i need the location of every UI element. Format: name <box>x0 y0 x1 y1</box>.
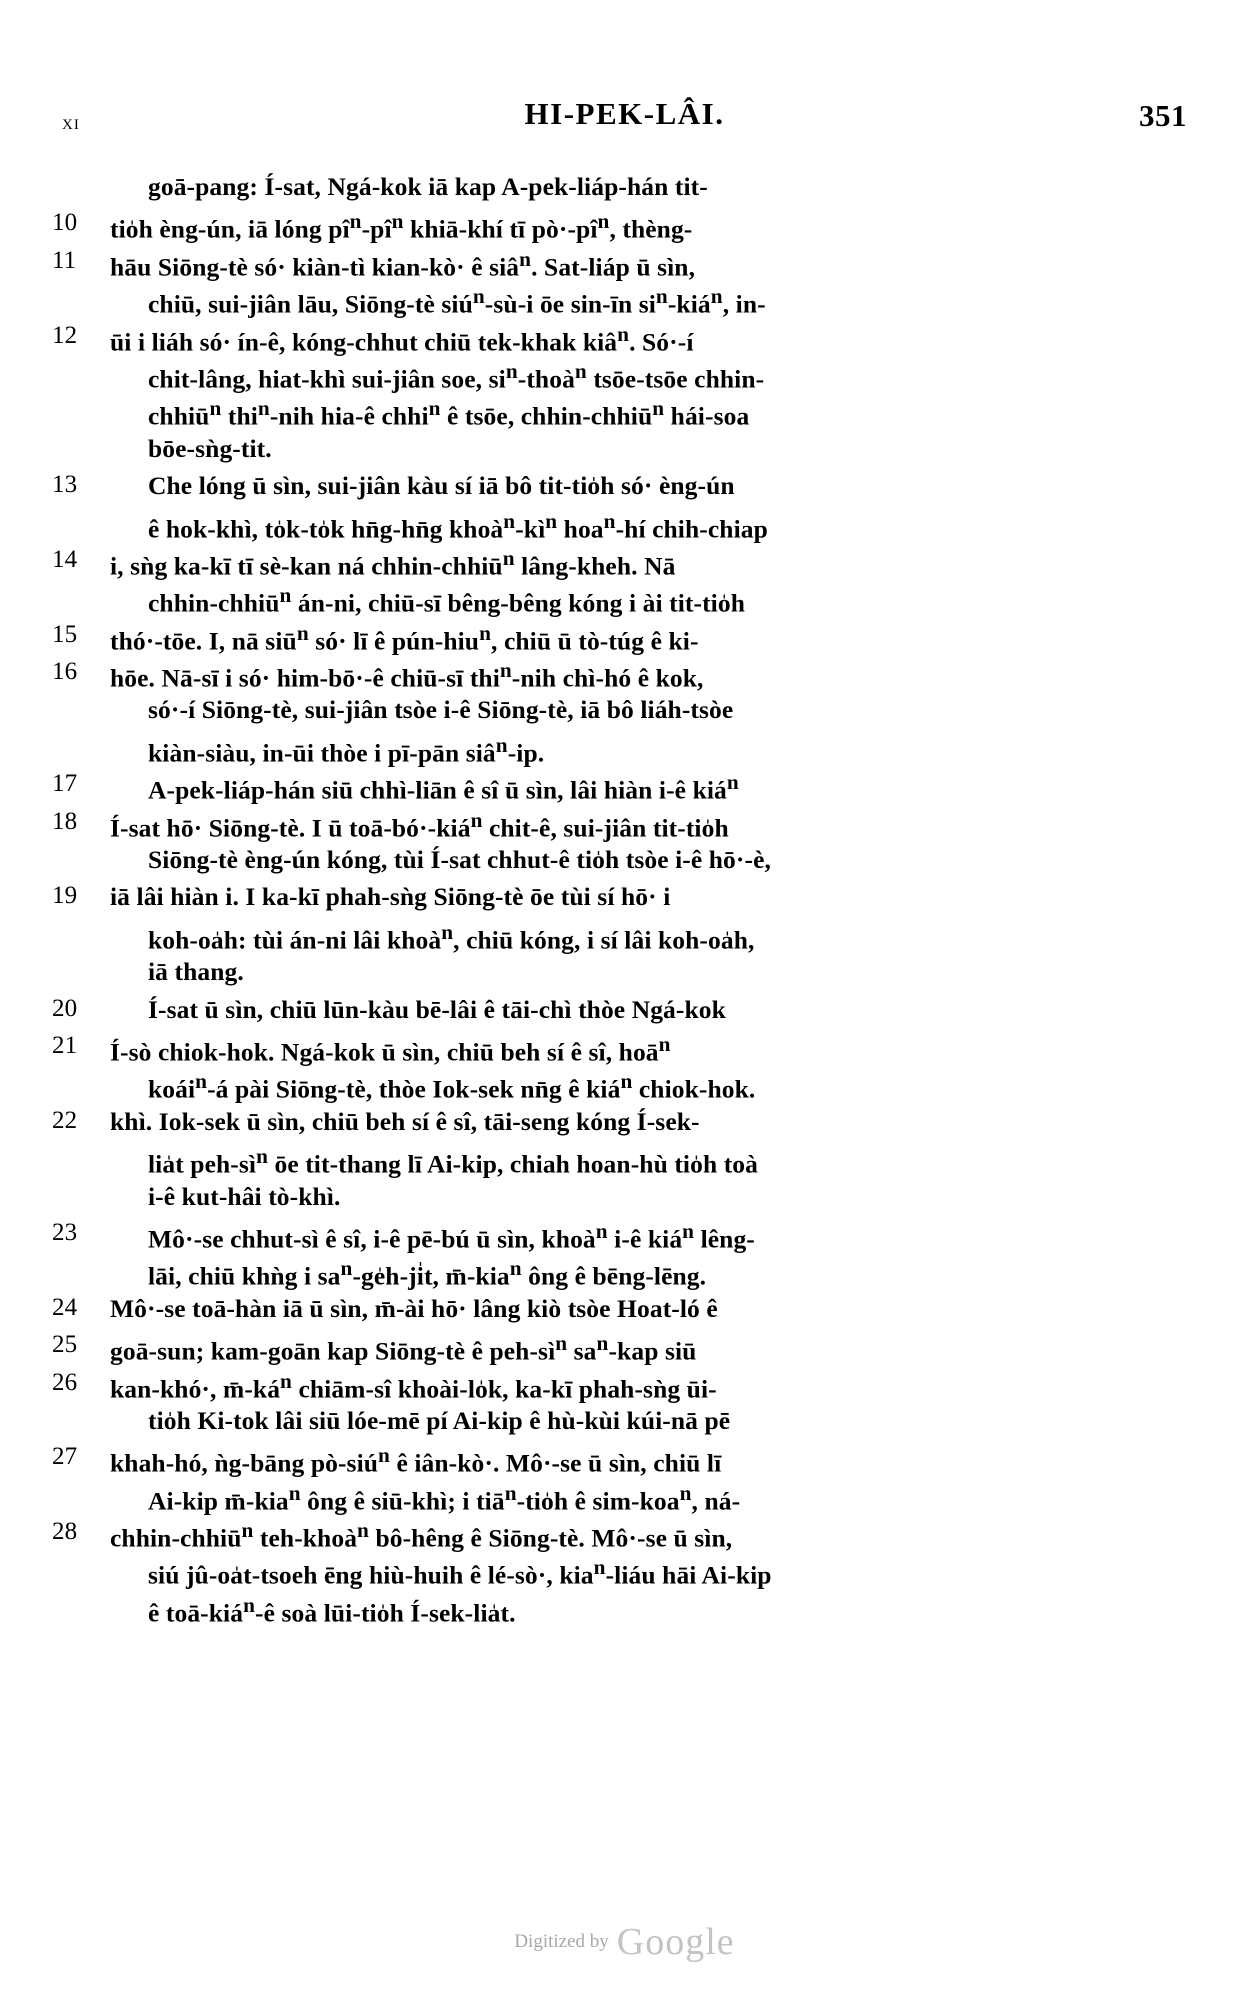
page-header <box>62 96 1187 136</box>
line-text: chhin-chhiū$^n$ án-ni, chiū-sī bêng-bêng kóng i ài tit-tio̍h <box>148 583 745 618</box>
footer-watermark <box>0 1920 1249 1964</box>
line-text: khah-hó, ǹg-bāng pò-siú$^n$ ê iân-kò·. Mô·-se ū sìn, chiū lī <box>110 1443 722 1478</box>
text-line <box>110 1481 1140 1518</box>
text-line <box>110 1406 1140 1443</box>
text-line <box>110 434 1140 471</box>
line-text: Siōng-tè èng-ún kóng, tùi Í-sat chhut-ê tio̍h tsòe i-ê hō·-è, <box>148 845 771 875</box>
verse-number: 11 <box>52 246 77 274</box>
line-text: i-ê kut-hâi tò-khì. <box>148 1181 341 1211</box>
line-text: iā thang. <box>148 957 244 987</box>
text-line <box>52 882 1140 919</box>
text-line <box>110 359 1140 396</box>
verse-number: 16 <box>52 658 78 686</box>
line-text: kan-khó·, $m̄-ká^n$ chiām-sî khoài-lo̍k, ka-kī phah-sǹg ūi- <box>110 1368 717 1403</box>
line-text: thó·-tōe. I, nā siū$^n$ só· lī ê pún-hiu$^n$, chiū ū tò-túg ê ki- <box>110 620 699 656</box>
verse-number: 12 <box>52 321 78 349</box>
verse-number: 25 <box>52 1331 78 1359</box>
line-text: ê toā-kiá$^n$-ê soà lūi-tio̍h Í-sek-lia̍t. <box>148 1592 516 1628</box>
text-line <box>110 733 1140 770</box>
line-text: Í-sò chiok-hok. Ngá-kok ū sìn, chiū beh sí ê sî, hoā$^n$ <box>110 1031 671 1067</box>
text-line <box>52 209 1140 246</box>
text-line <box>52 1518 1140 1555</box>
line-text: Í-sat ū sìn, chiū lūn-kàu bē-lâi ê tāi-chì thòe Ngá-kok <box>148 994 726 1024</box>
verse-number: 28 <box>52 1518 78 1546</box>
text-line <box>52 807 1140 845</box>
verse-number: 23 <box>52 1218 78 1246</box>
text-line <box>52 994 1140 1032</box>
line-text: ê hok-khì, to̍k-to̍k hn̄g-hn̄g $khoà^n-kì^n$ hoa$^n$-hí chih-chiap <box>148 508 768 544</box>
text-line <box>110 957 1140 994</box>
line-text: só·-í Siōng-tè, sui-jiân tsòe i-ê Siōng-tè, iā bô liáh-tsòe <box>148 695 734 725</box>
page-number: 351 <box>1139 98 1187 133</box>
text-line <box>110 583 1140 620</box>
text-line <box>52 658 1140 695</box>
verse-number: 10 <box>52 209 78 237</box>
text-line <box>110 845 1140 882</box>
verse-number: 19 <box>52 882 78 910</box>
verse-number: 26 <box>52 1368 78 1396</box>
text-line <box>110 172 1140 209</box>
text-line <box>110 1555 1140 1592</box>
text-line <box>110 1069 1140 1106</box>
line-text: Mô·-se toā-hàn iā ū sìn, m̄-ài hō· lâng kiò tsòe Hoat-ló ê <box>110 1293 718 1323</box>
line-text: hāu Siōng-tè só· kiàn-tì kian-kò· ê siâ$^n$. Sat-liáp ū sìn, <box>110 246 696 282</box>
line-text: tio̍h èng-ún, iā lóng $pî^n-pî^n$ khiā-khí tī $pò\cdot-pî^n$, thèng- <box>110 209 693 244</box>
line-text: lāi, chiū khǹg i $sa^n-ge̍h-ji̍t$, m̄-kia$^n$ ông ê bēng-lēng. <box>148 1256 707 1291</box>
line-text: siú jû-oa̍t-tsoeh ēng hiù-huih ê lé-sò·, kia$^n$-liáu hāi Ai-kip <box>148 1555 772 1590</box>
google-logo-text: Google <box>616 1921 735 1963</box>
line-text: bōe-sǹg-tit. <box>148 433 272 463</box>
text-line <box>52 1443 1140 1480</box>
line-text: chhiū$^n$ thi$^n$-nih hia-ê chhi$^n$ ê tsōe, chhin-chhiū$^n$ hái-soa <box>148 396 750 431</box>
line-text: goā-sun; kam-goān kap Siōng-tè ê peh-$sì^n$ $sa^n$-kap siū <box>110 1331 697 1366</box>
text-line <box>52 1106 1140 1144</box>
line-text: ūi i liáh só· ín-ê, kóng-chhut chiū tek-khak kiâ$^n$. Só·-í <box>110 321 694 357</box>
line-text: iā lâi hiàn i. I ka-kī phah-sǹg Siōng-tè ōe tùi sí hō· i <box>110 882 671 912</box>
text-line <box>110 1182 1140 1219</box>
line-text: i, sǹg ka-kī tī sè-kan ná chhin-chhiū$^n$ lâng-kheh. Nā <box>110 545 676 581</box>
verse-number: 21 <box>52 1031 78 1059</box>
text-line <box>110 1593 1140 1630</box>
line-text: chiū, sui-jiân lāu, Siōng-tè siú$^n$-sù-i ōe sin-īn $si^n-kiá^n$, in- <box>148 284 766 319</box>
verse-number: 20 <box>52 994 78 1022</box>
text-line <box>110 1256 1140 1293</box>
line-text: koh-oa̍h: tùi án-ni lâi khoà$^n$, chiū kóng, i sí lâi koh-oa̍h, <box>148 919 755 955</box>
line-text: lia̍t peh-$sì^n$ ōe tit-thang lī Ai-kip, chiah hoan-hù tio̍h toà <box>148 1144 758 1179</box>
line-text: Che lóng ū sìn, sui-jiân kàu sí iā bô tit-tio̍h só· èng-ún <box>148 471 735 501</box>
text-line <box>110 695 1140 732</box>
running-title: HI-PEK-LÂI. <box>524 96 725 131</box>
text-line <box>52 1218 1140 1256</box>
verse-number: 22 <box>52 1106 78 1134</box>
digitized-by-label: Digitized by <box>514 1931 609 1952</box>
text-line <box>52 545 1140 583</box>
text-line <box>52 620 1140 658</box>
verse-number: 27 <box>52 1443 78 1471</box>
text-line <box>110 284 1140 321</box>
text-line <box>52 471 1140 508</box>
verse-number: 14 <box>52 545 78 573</box>
text-line <box>52 1331 1140 1368</box>
text-line <box>52 770 1140 807</box>
line-text: Mô·-se chhut-sì ê sî, i-ê pē-bú ū sìn, khoà$^n$ i-ê kiá$^n$ lêng- <box>148 1218 755 1254</box>
line-text: Ai-kip m̄-kia$^n$ ông ê siū-khì; i tiā$^n$-tio̍h ê sim-koa$^n$, ná- <box>148 1480 741 1516</box>
verse-number: 18 <box>52 807 78 835</box>
verse-number: 24 <box>52 1293 78 1321</box>
text-line <box>52 246 1140 284</box>
line-text: hōe. Nā-sī i só· him-bō·-ê chiū-sī thi$^n$-nih chì-hó ê kok, <box>110 658 704 693</box>
body-text <box>52 172 1140 1630</box>
line-text: kiàn-siàu, in-ūi thòe i pī-pān siâ$^n$-ip. <box>148 732 545 768</box>
text-line <box>52 1293 1140 1331</box>
line-text: koái$^n$-á pài Siōng-tè, thòe Iok-sek nn̄g ê kiá$^n$ chiok-hok. <box>148 1069 756 1104</box>
line-text: goā-pang: Í-sat, Ngá-kok iā kap A-pek-liáp-hán tit- <box>148 172 708 201</box>
verse-number: 17 <box>52 770 78 798</box>
line-text: khì. Iok-sek ū sìn, chiū beh sí ê sî, tāi-seng kóng Í-sek- <box>110 1106 700 1136</box>
text-line <box>110 1144 1140 1181</box>
line-text: tio̍h Ki-tok lâi siū lóe-mē pí Ai-kip ê hù-kùi kúi-nā pē <box>148 1405 731 1435</box>
line-text: Í-sat hō· Siōng-tè. I ū toā-bó·-kiá$^n$ chit-ê, sui-jiân tit-tio̍h <box>110 807 729 843</box>
text-line <box>110 509 1140 546</box>
text-line <box>110 920 1140 957</box>
text-line <box>52 1031 1140 1069</box>
text-line <box>52 321 1140 359</box>
verse-number: 13 <box>52 471 78 499</box>
text-line <box>52 1368 1140 1406</box>
line-text: chhin-chhiū$^n$ teh-khoà$^n$ bô-hêng ê Siōng-tè. Mô·-se ū sìn, <box>110 1518 733 1553</box>
line-text: A-pek-liáp-hán siū chhì-liān ê sî ū sìn, lâi hiàn i-ê kiá$^n$ <box>148 770 739 805</box>
text-line <box>110 396 1140 433</box>
line-text: chit-lâng, hiat-khì sui-jiân soe, $si^n-thoà^n$ tsōe-tsōe chhin- <box>148 358 765 394</box>
verse-number: 15 <box>52 620 78 648</box>
chapter-number: xi <box>62 110 80 134</box>
